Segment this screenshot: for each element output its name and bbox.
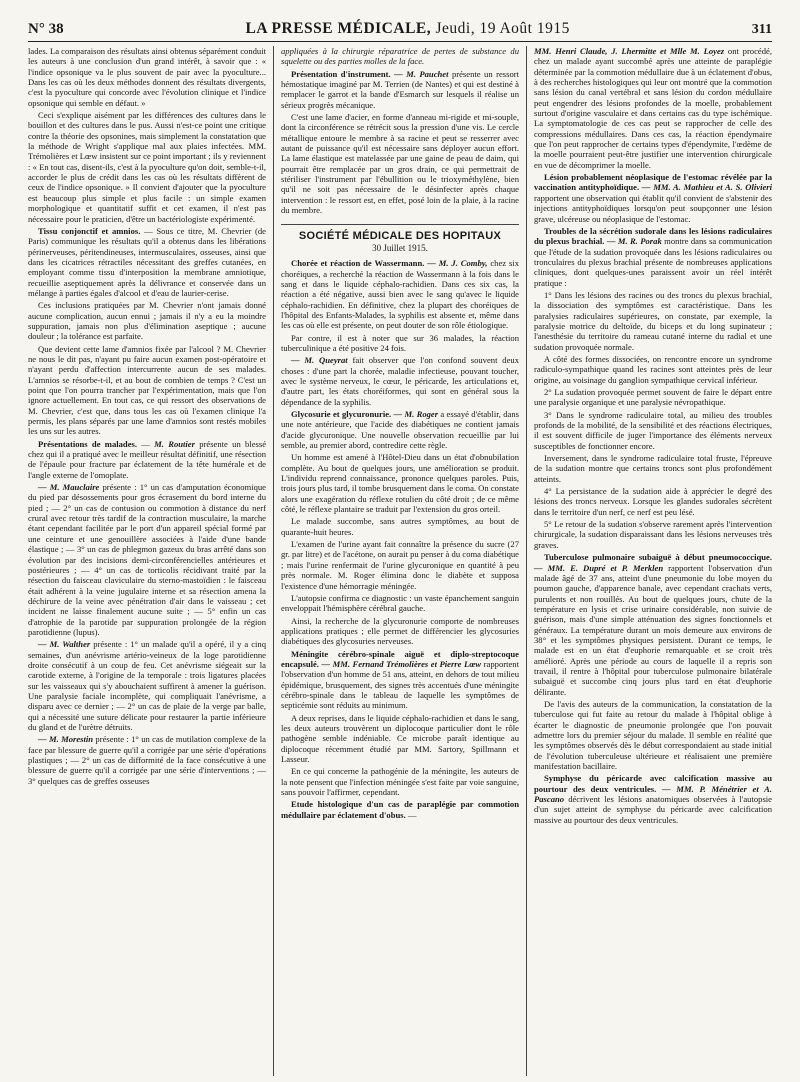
author-name: — M. Queyrat	[291, 355, 348, 366]
column-right	[526, 46, 772, 1076]
paragraph: Que devient cette lame d'amnios fixée par l'alcool ? M. Chevrier ne nous le dit pas, n'ayant pu faire aucun examen post-opératoire et n'ayant perdu d'affection intercurrente aucun de ses malades. L'amnios se résorbe-t-il, et au bout de combien de temps ? C'est un point que l'on pourra trancher par l'expérimentation, mais que l'on ignore actuellement. En tout cas, ce qui ressort des observations de M. Chevrier, c'est que, dans tous les cas où l'examen clinique l'a permis, les plans séparés par une lame d'amnios sont restés mobiles les uns sur les autres.	[28, 343, 266, 437]
paragraph: De l'avis des auteurs de la communication, la constatation de la tuberculose qui fut faite au retour du malade à l'hôpital oblige à écarter le diagnostic de pneumonie prolongée que l'on pouvait admettre lors du premier séjour du malade. Il semble en réalité que les symptômes observés dès le début correspondaient au stade initial de l'évolution tuberculeuse ultérieure et réalisaient une première manifestation bacillaire.	[534, 698, 772, 772]
section-heading: Etude histologique d'un cas de paraplégie par commotion médullaire par éclatement d'obus.	[281, 799, 519, 820]
section-heading: Troubles de la sécrétion sudorale dans les lésions radiculaires du plexus brachial.	[534, 225, 772, 247]
paragraph: A deux reprises, dans le liquide céphalo-rachidien et dans le sang, les deux auteurs trouvèrent un diplocoque particulier dont le rôle pathogène semble indéniable. Ce microbe paraît identique au diplocoque récemment étudié par MM. Sartory, Spillmann et Lasseur.	[281, 712, 519, 764]
paragraph-text: présente : 1° un cas d'amputation économique du pied par désossements pour gros écrasement du bord interne du pied ; — 2° un cas de contusion ou commotion à distance du nerf crural avec retour très tardif de la contraction musculaire, la marche étant cependant facilitée par le port d'un appareil spécial formé par une ceinture et une genouillère associées à l'aide d'une bande élastique ; — 3° un cas de phlegmon gazeux du bras arrêté dans son évolution par des incisions demi-circonférencielles antérieures et postérieures ; — 4° un cas de torticolis récidivant traité par la résection du faisceau claviculaire du sterno-mastoïdien : le faisceau était adhérent à la veine jugulaire interne et sa résection amena la déchirure de la veine avec pénétration d'air dans le vaisseau ; cet incident ne laisse finalement aucune suite ; — 5° enfin un cas d'atrophie de la parotide par suppuration prolongée de la région parotidienne (lupus).	[28, 482, 266, 637]
paragraph: C'est une lame d'acier, en forme d'anneau mi-rigide et mi-souple, dont la circonférence se rétrécit sous la pression d'une vis. Le cercle métallique entoure le membre à sa racine et peut se resserrer avec autant de puissance qu'il est nécessaire sans déployer aucun effort. La lame élastique est matelassée par une gaine de peau de daim, qui pourrait être remplacée par un gros drain, ce qui permettrait de stériliser l'instrument par l'ébullition ou le trioxyméthylène, bien qu'il ne soit pas nécessaire de le désinfecter après chaque intervention : le ressort est, en effet, posé loin de la plaie, à la racine du membre.	[281, 112, 519, 216]
article-tissu-conjonctif	[28, 226, 266, 298]
section-heading: Méningite cérébro-spinale aiguë et diplo-streptocoque encapsulé.	[281, 648, 519, 669]
text-columns	[28, 46, 772, 1076]
author-name: — M. Morestin	[38, 734, 94, 745]
page-header	[28, 12, 772, 42]
paragraph: 1° Dans les lésions des racines ou des troncs du plexus brachial, la dissociation des symptômes est caractéristique. Dans les paralysies radiculaires supérieures, on constate, par exemple, la paralysie motrice du deltoïde, du biceps et du long supinateur ; l'anesthésie du territoire du rameau cutané interne du radial et une sudation provoquée normale.	[534, 289, 772, 352]
article-meningite	[281, 649, 519, 711]
section-heading: Symphyse du péricarde avec calcification massive au pourtour des deux ventricules.	[534, 773, 772, 794]
article-instrument	[281, 69, 519, 110]
article-pericarde	[534, 773, 772, 825]
article-choree	[281, 258, 519, 330]
paragraph: 3° Dans le syndrome radiculaire total, au milieu des troubles profonds de la mobilité, de la sensibilité et des réactions électriques, il est souvent difficile de juger l'importance des éléments nerveux susceptibles de fonctionner encore.	[534, 409, 772, 451]
author-name: — MM. P. Ménétrier et A. Pascano	[534, 783, 772, 805]
paragraph: lades. La comparaison des résultats ainsi obtenus séparément conduit les auteurs à une conclusion d'un grand intérêt, à savoir que : « l'indice opsonique va le plus souvent de pair avec la pyoculture... Dans les cas où les deux méthodes donnent des résultats divergents, c'est la pyoculture qui concorde avec l'évolution clinique et l'indice opsonique qui semble en défaut. »	[28, 46, 266, 108]
journal-name: LA PRESSE MÉDICALE,	[245, 20, 432, 37]
paragraph-walther	[28, 639, 266, 732]
paragraph: Inversement, dans le syndrome radiculaire total fruste, l'épreuve de la sudation montre que certains troncs sont plus profondément atteints.	[534, 453, 772, 484]
society-date: 30 Juillet 1915.	[372, 242, 428, 253]
article-glycosurie	[281, 409, 519, 450]
heading-dash: —	[405, 809, 417, 820]
paragraph: Ces inclusions pratiquées par M. Chevrier n'ont jamais donné aucune complication, aucun ennui ; jamais il n'y a eu la moindre suppuration, jamais non plus d'élimination aseptique ; aucune douleur ; la tolérance est parfaite.	[28, 300, 266, 342]
paragraph-claude	[534, 46, 772, 170]
paragraph: Ainsi, la recherche de la glycuronurie comporte de nombreuses applications pratiques ; elle permet de différencier les glycosuries diabétiques des glycosuries nerveuses.	[281, 615, 519, 647]
journal-title	[245, 20, 569, 38]
paragraph: L'examen de l'urine ayant fait connaître la présence du sucre (27 gr. par litre) et de l'acétone, on aurait pu penser à du coma diabétique ; mais l'urine renfermait de l'urine glycuronique en quantité à peu près normale. M. Roger élimina donc le diabète et supposa l'existence d'une hémorragie méningée.	[281, 539, 519, 591]
society-title: SOCIÉTÉ MÉDICALE DES HOPITAUX	[281, 224, 519, 241]
column-middle	[273, 46, 526, 1076]
paragraph-text: présente : 1° un cas de mutilation complexe de la face par blessure de guerre qu'il a corrigée par une série d'opérations plastiques ; — 2° un cas de difformité de la face consécutive à une blessure de guerre qu'il a corrigée par une série d'interventions ; — 3° quelques cas de greffes osseuses	[28, 734, 266, 786]
paragraph-morestin	[28, 734, 266, 786]
paragraph-text: décrivent les lésions anatomiques observées à l'autopsie d'un sujet atteint de symphyse du péricarde avec calcification massive au pourtour des deux ventricules.	[534, 794, 772, 825]
author-name: — MM. E. Dupré et P. Merklen	[534, 562, 664, 573]
author-name: — MM. Fernand Trémolières et Pierre Lœw	[318, 658, 482, 669]
article-paraplegie	[281, 799, 519, 820]
paragraph: L'autopsie confirma ce diagnostic : un vaste épanchement sanguin enveloppait l'hémisphère cérébral gauche.	[281, 592, 519, 614]
paragraph: A côté des formes dissociées, on rencontre encore un syndrome radiculo-sympathique quand les racines sont atteintes près de leur origine, au voisinage du ganglion sympathique cervical inférieur.	[534, 353, 772, 385]
paragraph-text: rapportent une observation qui établit qu'il convient de s'abstenir des injections antityphoïdiques lorsqu'on peut soupçonner une lésion grave, ulcéreuse ou néoplasique de l'estomac.	[534, 192, 772, 224]
page-number: 311	[751, 22, 772, 37]
author-name: — M. Walther	[38, 639, 91, 650]
article-tuberculose	[534, 552, 772, 697]
paragraph-text: chez six choréiques, a recherché la réaction de Wassermann à la fois dans le sang et dans le liquide céphalo-rachidien. Dans ces six cas, la réaction a été négative, aussi bien avec le sang qu'avec le liquide céphalo-rachidien. En définitive, chez la plupart des choréiques de l'hôpital des Enfants-Malades, la syphilis est absente et, même dans les cas où elle est présente, on peut douter de son rôle étiologique.	[281, 258, 519, 331]
author-name: — M. Pauchet	[390, 68, 449, 79]
article-estomac	[534, 172, 772, 224]
paragraph-mauclaire	[28, 482, 266, 637]
paragraph-text: montre dans sa communication que l'étude de la sudation provoquée dans les lésions radiculaires ou tronculaires du plexus brachial présente de nombreuses applications cliniques, dont quelques-unes paraissent avoir un réel intérêt pratique :	[534, 236, 772, 288]
issue-date: Jeudi, 19 Août 1915	[435, 20, 570, 37]
article-presentations: Présentations de malades. — M. Routier présente un blessé chez qui il a pratiqué avec le meilleur résultat définitif, une résection de l'épaule pour fracture par éclatement de la tête humérale et de l'angle externe de l'omoplate.	[28, 438, 267, 480]
paragraph-text: rapportent l'observation d'un malade âgé de 37 ans, atteint d'une pneumonie du lobe moyen du poumon gauche, d'apparence banale, avec cependant crachats verts, purulents et non rouillés. Au bout de quelques jours, chute de la température en lysis et crise urinaire considérable, non suivie de guérison, mais d'une simple atténuation des signes fonctionnels et généraux. La température durant un mois demeure aux environs de 38° et les symptômes physiques persistent. Durant ce temps, le malade est en un état d'euphorie remarquable et se croit très amélioré. Après une période au cours de laquelle il a repris son travail, il rentre à l'hôpital pour tuberculose pulmonaire bilatérale subaiguë et succombe cinq jours plus tard en état d'euphorie délirante.	[534, 562, 772, 697]
author-name: — MM. A. Mathieu et A. S. Olivieri	[639, 182, 772, 193]
paragraph: 4° La persistance de la sudation aide à apprécier le degré des lésions des troncs nerveux. Lorsque les glandes sudorales sécrètent dans le territoire d'un nerf, ce nerf est peu lésé.	[534, 486, 772, 517]
column-left	[28, 46, 273, 1076]
paragraph: Par contre, il est à noter que sur 36 malades, la réaction tuberculinique a été positive 24 fois.	[281, 332, 519, 353]
author-name: — M. J. Comby,	[424, 258, 488, 269]
paragraph: En ce qui concerne la pathogénie de la méningite, les auteurs de la note pensent que l'infection méningée s'est faite par voie sanguine, sans pouvoir l'affirmer, cependant.	[281, 766, 519, 798]
author-name: M. Routier	[154, 438, 195, 449]
paragraph-queyrat	[281, 355, 519, 407]
paragraph-text: présente : 1° un malade qu'il a opéré, il y a cinq semaines, d'un anévrisme artério-veineux de la loge parotidienne droite consécutif à un coup de feu. Cet anévrisme siégeait sur la carotide externe, à l'origine de la temporale : trois ligatures placées sur les vaisseaux qui s'y abouchaient suffirent à amener la guérison. Une paralysie faciale incomplète, qui compliquait l'anévrisme, a disparu avec ce dernier ; — 2° un cas de plaie de la verge par balle, qui a nécessité une suture délicate pour restaurer la partie inférieure du gland et de l'urètre détruits.	[28, 639, 266, 732]
paragraph-text: a essayé d'établir, dans une note antérieure, que l'acide des diabétiques ne contient jamais d'acide glycuronique. Une nouvelle observation recueillie par lui semble, au premier abord, contredire cette règle.	[281, 409, 519, 451]
author-name: MM. Henri Claude, J. Lhermitte et Mlle M. Loyez	[534, 46, 725, 56]
section-heading: Tuberculose pulmonaire subaiguë à début pneumococcique.	[544, 552, 772, 563]
section-heading: Lésion probablement néoplasique de l'estomac révélée par la vaccination antityphoïdique.	[534, 172, 772, 193]
section-heading: Présentations de malades.	[38, 438, 138, 449]
paragraph-text: présente un blessé chez qui il a pratiqué avec le meilleur résultat définitif, une résection de l'épaule pour fracture par éclatement de la tête humérale et de l'angle externe de l'omoplate.	[28, 438, 267, 480]
issue-number: N° 38	[28, 21, 64, 37]
author-name: — M. Mauclaire	[38, 482, 100, 493]
paragraph-text: présente un ressort hémostatique imaginé par M. Terrien (de Nantes) et qui est destiné à remplacer le garrot et la bande d'Esmarch sur lesquels il réalise un sérieux progrès mécanique.	[281, 68, 519, 110]
paragraph: Le malade succombe, sans autres symptômes, au bout de quarante-huit heures.	[281, 516, 519, 537]
author-name: — M. Roger	[391, 409, 439, 419]
section-heading: Chorée et réaction de Wassermann.	[291, 258, 425, 269]
paragraph-text: fait observer que l'on confond souvent deux choses : d'une part la chorée, maladie infectieuse, pouvant toucher, avec le système nerveux, le cœur, le péricarde, les articulations et, d'autre part, les états choréiformes, qui sont en général sous la dépendance de la syphilis.	[281, 355, 519, 407]
paragraph: 2° La sudation provoquée permet souvent de faire le départ entre une paralysie organique et une paralysie névropathique.	[534, 387, 772, 408]
article-sudorale	[534, 226, 772, 288]
paragraph-text: rapportent l'observation d'un homme de 51 ans, atteint, en dehors de tout milieu épidémique, brusquement, des signes très accentués d'une méningite cérébro-spinale dans le tableau de laquelle les symptômes de septicémie sont réduits au minimum.	[281, 658, 519, 711]
author-name: — M. R. Porak	[604, 236, 662, 247]
paragraph: Ceci s'explique aisément par les différences des cultures dans le bouillon et des cultures dans le pus. Aussi n'est-ce point une critique contre la théorie des opsonines, mais simplement la constatation que la méthode de Wright s'applique mal aux plaies infectées. MM. Trémolières et Lœw insistent sur ce point important ; ils y reviennent : « En tout cas, disent-ils, c'est à la pyoculture qu'on doit, semble-t-il, accorder le plus de crédit dans les cas où les résultats diffèrent de ceux de l'indice opsonique. » Il convient d'ajouter que la pyoculture est beaucoup plus simple et plus facile : un simple examen morphologique et quantitatif suffit et cet examen, il n'est pas nécessaire pour le praticien, d'être un bactériologiste expérimenté.	[28, 110, 266, 224]
section-heading: Tissu conjonctif et amnios.	[38, 225, 141, 236]
paragraph: 5° Le retour de la sudation s'observe rarement après l'intervention chirurgicale, la sudation disparaissant dans les lésions nerveuses très graves.	[534, 519, 772, 550]
paragraph-text: — Sous ce titre, M. Chevrier (de Paris) communique les résultats qu'il a obtenus dans les libérations périnerveuses, péritendineuses, intermusculaires, osseuses, ainsi que dans les cicatrices rétractiles nécessitant des greffes cutanées, en employant comme tissu d'interposition la membrane amniotique, recueillie aseptiquement après la délivrance et conservée dans un mélange à parties égales d'alcool et d'eau de laurier-cerise.	[28, 225, 266, 298]
paragraph: appliquées à la chirurgie réparatrice de pertes de substance du squelette ou des parties molles de la face.	[281, 46, 519, 67]
paragraph-text: ont procédé, chez un malade ayant succombé après une atteinte de paraplégie déterminée par la commotion médullaire due à un éclatement d'obus, à des recherches histologiques qui leur ont montré que la commotion sans lésion du canal vertébral et sans lésion du cordon médullaire peut engendrer des lésions profondes de la moelle, probablement surtout d'origine vasculaire et dans certains cas du type ischémique. La symptomatologie de ces cas peut se rapprocher de celle des compressions médullaires. Dans ces cas, la réaction épendymaire que l'on peut rapprocher de certains types d'épendymite, l'œdème de la moelle pourraient peut-être justifier une intervention chirurgicale en vue de décomprimer la moelle.	[534, 46, 772, 170]
paragraph: Un homme est amené à l'Hôtel-Dieu dans un état d'obnubilation complète. Au bout de quelques jours, une amélioration se produit. L'individu reprend connaissance, prononce quelques paroles. Puis, trois jours plus tard, il tombe brusquement dans le coma. On constate alors une exagération du réflexe rotulien du côté droit ; de ce même côté, le réflexe plantaire se traduit par l'extension du gros orteil.	[281, 452, 519, 515]
section-heading: Présentation d'instrument.	[291, 68, 391, 79]
section-heading: Glycosurie et glycuronurie.	[291, 409, 392, 419]
